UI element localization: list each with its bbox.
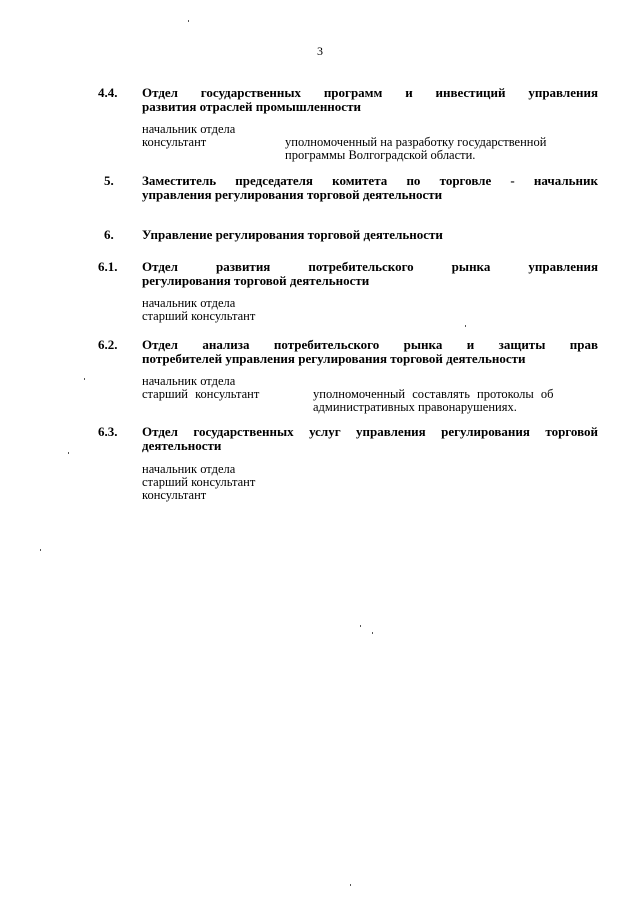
section-number: 6.3. [98, 424, 118, 439]
staff-list [142, 297, 602, 323]
scan-speck [360, 625, 361, 627]
staff-note-line-2: административных правонарушениях. [313, 400, 517, 414]
section-number: 6.2. [98, 337, 118, 352]
staff-position: начальник отдела [142, 462, 236, 476]
section-title-line-1: Отдел государственных программ и инвестиций управления [142, 85, 598, 100]
scan-speck [465, 325, 466, 327]
section-title-line-2: потребителей управления регулирования торговой деятельности [142, 351, 526, 366]
scan-speck [84, 378, 85, 380]
staff-position: консультант [142, 488, 207, 502]
staff-position: консультант [142, 135, 207, 149]
staff-note-line-1: уполномоченный составлять протоколы об [313, 387, 554, 401]
section-title [142, 228, 598, 242]
staff-list [142, 123, 602, 162]
section-title-line-2: деятельности [142, 438, 222, 453]
section-title-line-2: управления регулирования торговой деятельности [142, 187, 443, 202]
section-title-line-2: развития отраслей промышленности [142, 99, 361, 114]
section-number: 5. [104, 173, 114, 188]
section-title-line-1: Отдел анализа потребительского рынка и защиты прав [142, 337, 598, 352]
staff-position: старший консультант [142, 475, 256, 489]
section-title-line-1: Отдел развития потребительского рынка управления [142, 259, 598, 274]
staff-note-line-1: уполномоченный на разработку государственной [285, 135, 547, 149]
section-title-line-2: регулирования торговой деятельности [142, 273, 370, 288]
section-title [142, 174, 598, 202]
scan-speck [350, 884, 351, 886]
section-title [142, 260, 598, 288]
staff-position: начальник отдела [142, 122, 236, 136]
staff-note-line-2: программы Волгоградской области. [285, 148, 476, 162]
staff-position: начальник отдела [142, 296, 236, 310]
staff-position: старший консультант [142, 387, 260, 401]
section-title [142, 86, 598, 114]
staff-list [142, 463, 602, 502]
page-number: 3 [317, 44, 323, 58]
section-number: 6.1. [98, 259, 118, 274]
section-number: 6. [104, 227, 114, 242]
staff-list [142, 375, 602, 414]
section-title-line-1: Заместитель председателя комитета по торговле - начальник [142, 173, 598, 188]
scan-speck [40, 549, 41, 551]
scan-speck [68, 452, 69, 454]
section-title-line-1: Управление регулирования торговой деятельности [142, 227, 443, 242]
scan-speck [372, 632, 373, 634]
scan-speck [188, 20, 189, 22]
section-title [142, 338, 598, 366]
section-title [142, 425, 598, 453]
section-number: 4.4. [98, 85, 118, 100]
section-title-line-1: Отдел государственных услуг управления регулирования торговой [142, 424, 598, 439]
staff-position: начальник отдела [142, 374, 236, 388]
staff-position: старший консультант [142, 309, 256, 323]
